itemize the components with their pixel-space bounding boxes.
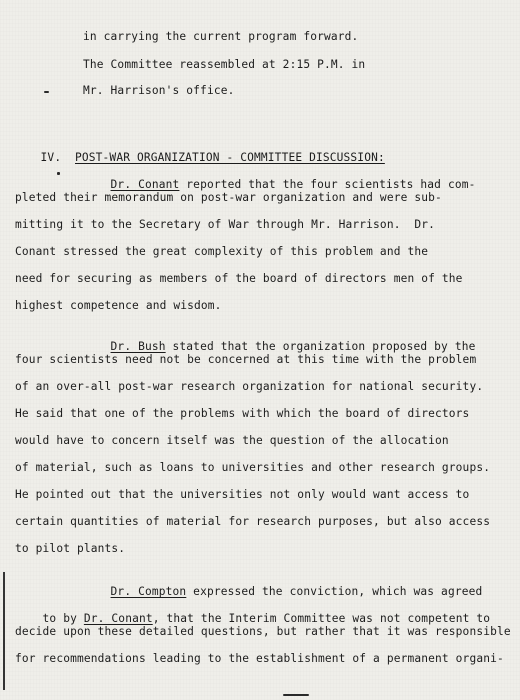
paragraph-first-line: Dr. Compton expressed the conviction, which was agreed: [110, 585, 483, 598]
text-line: of material, such as loans to universities and other research groups.: [15, 461, 491, 474]
speaker-name: Dr. Bush: [110, 340, 166, 353]
text-line: need for securing as members of the board of directors men of the: [15, 272, 463, 285]
margin-annotation-bar: [3, 572, 5, 690]
text-line: The Committee reassembled at 2:15 P.M. in: [83, 58, 366, 71]
bottom-rule-fragment: [283, 694, 309, 696]
section-title: POST-WAR ORGANIZATION - COMMITTEE DISCUSSION:: [75, 151, 385, 164]
text-line: to by Dr. Conant, that the Interim Committee was not competent to: [42, 612, 491, 625]
text-line: highest competence and wisdom.: [15, 299, 222, 312]
text-line: in carrying the current program forward.: [83, 30, 359, 43]
text-line: pleted their memorandum on post-war organization and were sub-: [15, 191, 442, 204]
text-line: He said that one of the problems with which the board of directors: [15, 407, 470, 420]
text-line: for recommendations leading to the establishment of a permanent organi-: [15, 652, 504, 665]
margin-dash: [44, 91, 49, 93]
text-line: to pilot plants.: [15, 542, 126, 555]
text-line: certain quantities of material for research purposes, but also access: [15, 515, 491, 528]
text-line: decide upon these detailed questions, but rather that it was responsible: [15, 625, 511, 638]
text-line: of an over-all post-war research organization for national security.: [15, 380, 484, 393]
section-number: IV.: [40, 151, 62, 164]
speaker-name: Dr. Conant: [83, 612, 153, 625]
speaker-name: Dr. Compton: [110, 585, 187, 598]
text-line: mitting it to the Secretary of War through Mr. Harrison. Dr.: [15, 218, 436, 231]
text-line: would have to concern itself was the question of the allocation: [15, 434, 449, 447]
paragraph-first-line: Dr. Conant reported that the four scientists had com-: [110, 178, 476, 191]
speaker-name: Dr. Conant: [110, 178, 180, 191]
text-line: four scientists need not be concerned at this time with the problem: [15, 353, 477, 366]
text-line: Mr. Harrison's office.: [83, 84, 235, 97]
text-line: Conant stressed the great complexity of this problem and the: [15, 245, 429, 258]
text-line: He pointed out that the universities not only would want access to: [15, 488, 470, 501]
paragraph-first-line: Dr. Bush stated that the organization proposed by the: [110, 340, 476, 353]
margin-dot: [57, 172, 60, 175]
